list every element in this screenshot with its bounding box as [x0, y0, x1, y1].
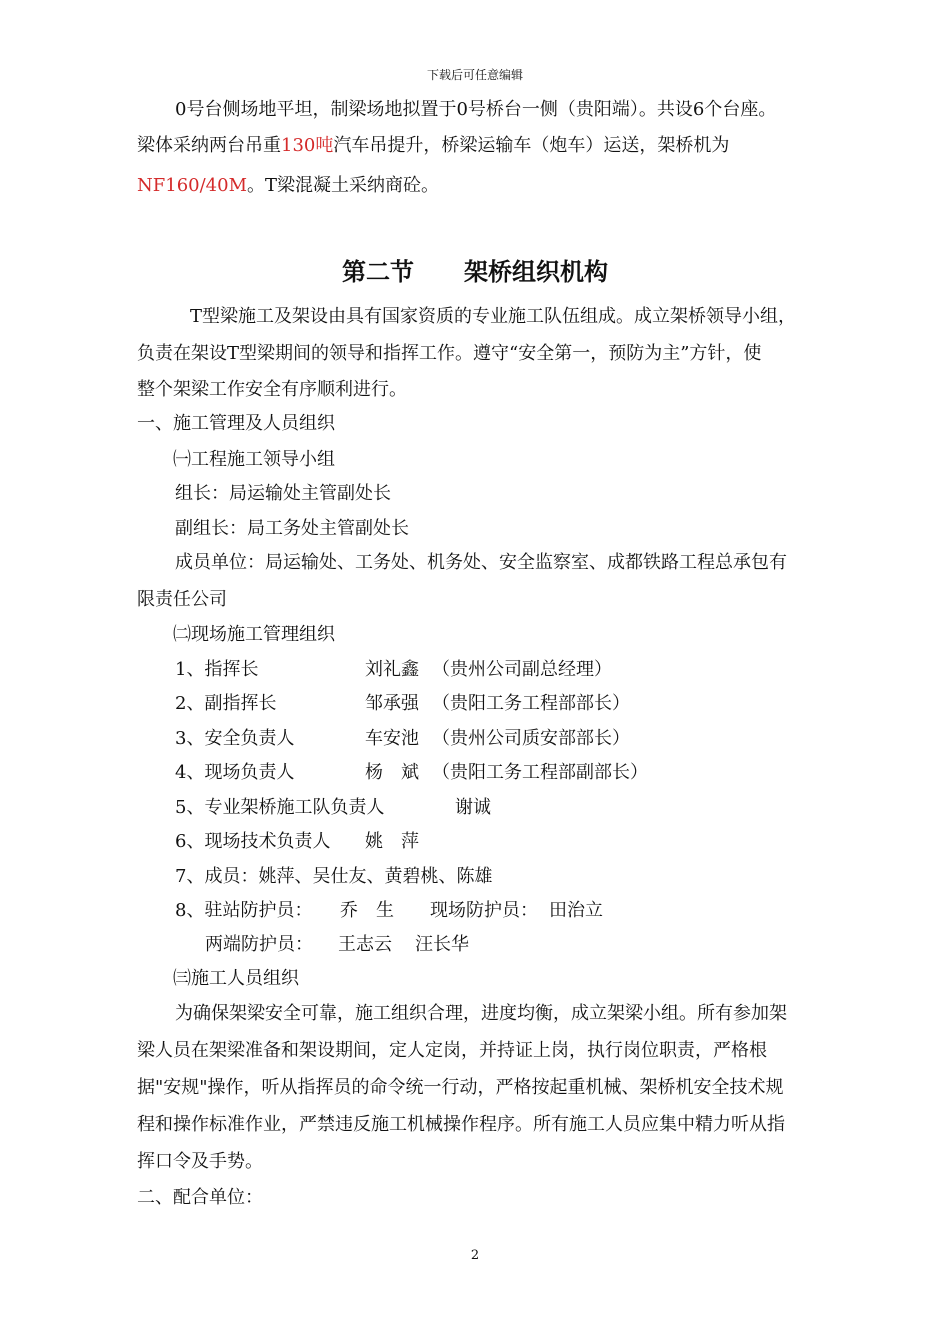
intro-text: 。T梁混凝土采纳商砼。 — [247, 175, 440, 196]
guard-name: 汪长华 — [415, 934, 469, 955]
part2-heading: 二、配合单位： — [137, 1187, 263, 1208]
section-heading: 架桥组织机构 — [464, 258, 608, 286]
roster-note: （贵州公司质安部部长） — [432, 728, 630, 749]
leader-line: 组长：局运输处主管副处长 — [175, 483, 391, 504]
intro-text: 汽车吊提升，桥梁运输车（炮车）运送，架桥机为 — [333, 135, 730, 156]
para1-line-3: 整个架梁工作安全有序顺利进行。 — [137, 379, 407, 400]
roster-role: 3、安全负责人 — [175, 728, 295, 749]
roster-name: 姚 萍 — [365, 831, 419, 852]
intro-line-2 — [137, 134, 729, 158]
highlight-text: 130吨 — [281, 135, 334, 156]
intro-line-3 — [137, 174, 439, 198]
roster-role: 1、指挥长 — [175, 659, 259, 680]
members-line-1: 成员单位：局运输处、工务处、机务处、安全监察室、成都铁路工程总承包有 — [175, 552, 787, 573]
section-title — [0, 252, 950, 287]
subheading-2: ㈡现场施工管理组织 — [173, 624, 335, 645]
roster-note: （贵州公司副总经理） — [432, 659, 612, 680]
staff-para-line-5: 挥口令及手势。 — [137, 1151, 263, 1172]
para1-line-1: T型梁施工及架设由具有国家资质的专业施工队伍组成。成立架桥领导小组， — [190, 306, 797, 327]
staff-para-line-4: 程和操作标准作业，严禁违反施工机械操作程序。所有施工人员应集中精力听从指 — [137, 1114, 785, 1135]
intro-text: 梁体采纳两台吊重 — [137, 135, 281, 156]
staff-para-line-3: 据"安规"操作，听从指挥员的命令统一行动，严格按起重机械、架桥机安全技术规 — [137, 1077, 784, 1098]
header-note: 下载后可任意编辑 — [426, 68, 523, 82]
intro-line-1: 0号台侧场地平坦，制梁场地拟置于0号桥台一侧（贵阳端）。共设6个台座。 — [175, 99, 777, 120]
staff-para-line-1: 为确保架梁安全可靠，施工组织合理，进度均衡，成立架梁小组。所有参加架 — [175, 1003, 787, 1024]
para1-line-2: 负责在架设T型梁期间的领导和指挥工作。遵守“安全第一，预防为主”方针，使 — [137, 343, 762, 364]
roster-name: 邹承强 — [365, 693, 419, 714]
guard-label: 现场防护员： — [430, 900, 538, 921]
subheading-3: ㈢施工人员组织 — [173, 968, 299, 989]
guard-name: 王志云 — [338, 934, 392, 955]
roster-name: 刘礼鑫 — [365, 659, 419, 680]
guard-name: 田治立 — [549, 900, 603, 921]
highlight-text: NF160/40M — [137, 175, 247, 196]
members-list: 7、成员：姚萍、吴仕友、黄碧桃、陈雄 — [175, 866, 493, 887]
guard-label: 两端防护员： — [205, 934, 313, 955]
subheading-1: ㈠工程施工领导小组 — [173, 449, 335, 470]
page-number: 2 — [470, 1248, 480, 1263]
roster-role: 4、现场负责人 — [175, 762, 295, 783]
members-line-2: 限责任公司 — [137, 589, 227, 610]
roster-name: 车安池 — [365, 728, 419, 749]
deputy-line: 副组长：局工务处主管副处长 — [175, 518, 409, 539]
guard-name: 乔 生 — [340, 900, 394, 921]
roster-role: 2、副指挥长 — [175, 693, 277, 714]
roster-note: （贵阳工务工程部副部长） — [432, 762, 648, 783]
roster-role: 5、专业架桥施工队负责人 — [175, 797, 385, 818]
roster-name: 杨 斌 — [365, 762, 419, 783]
part1-heading: 一、施工管理及人员组织 — [137, 413, 335, 434]
roster-name: 谢诚 — [455, 797, 491, 818]
staff-para-line-2: 梁人员在架梁准备和架设期间，定人定岗，并持证上岗，执行岗位职责，严格根 — [137, 1040, 767, 1061]
roster-note: （贵阳工务工程部部长） — [432, 693, 630, 714]
roster-role: 6、现场技术负责人 — [175, 831, 331, 852]
section-number: 第二节 — [342, 258, 414, 286]
guard-label: 8、驻站防护员： — [175, 900, 313, 921]
